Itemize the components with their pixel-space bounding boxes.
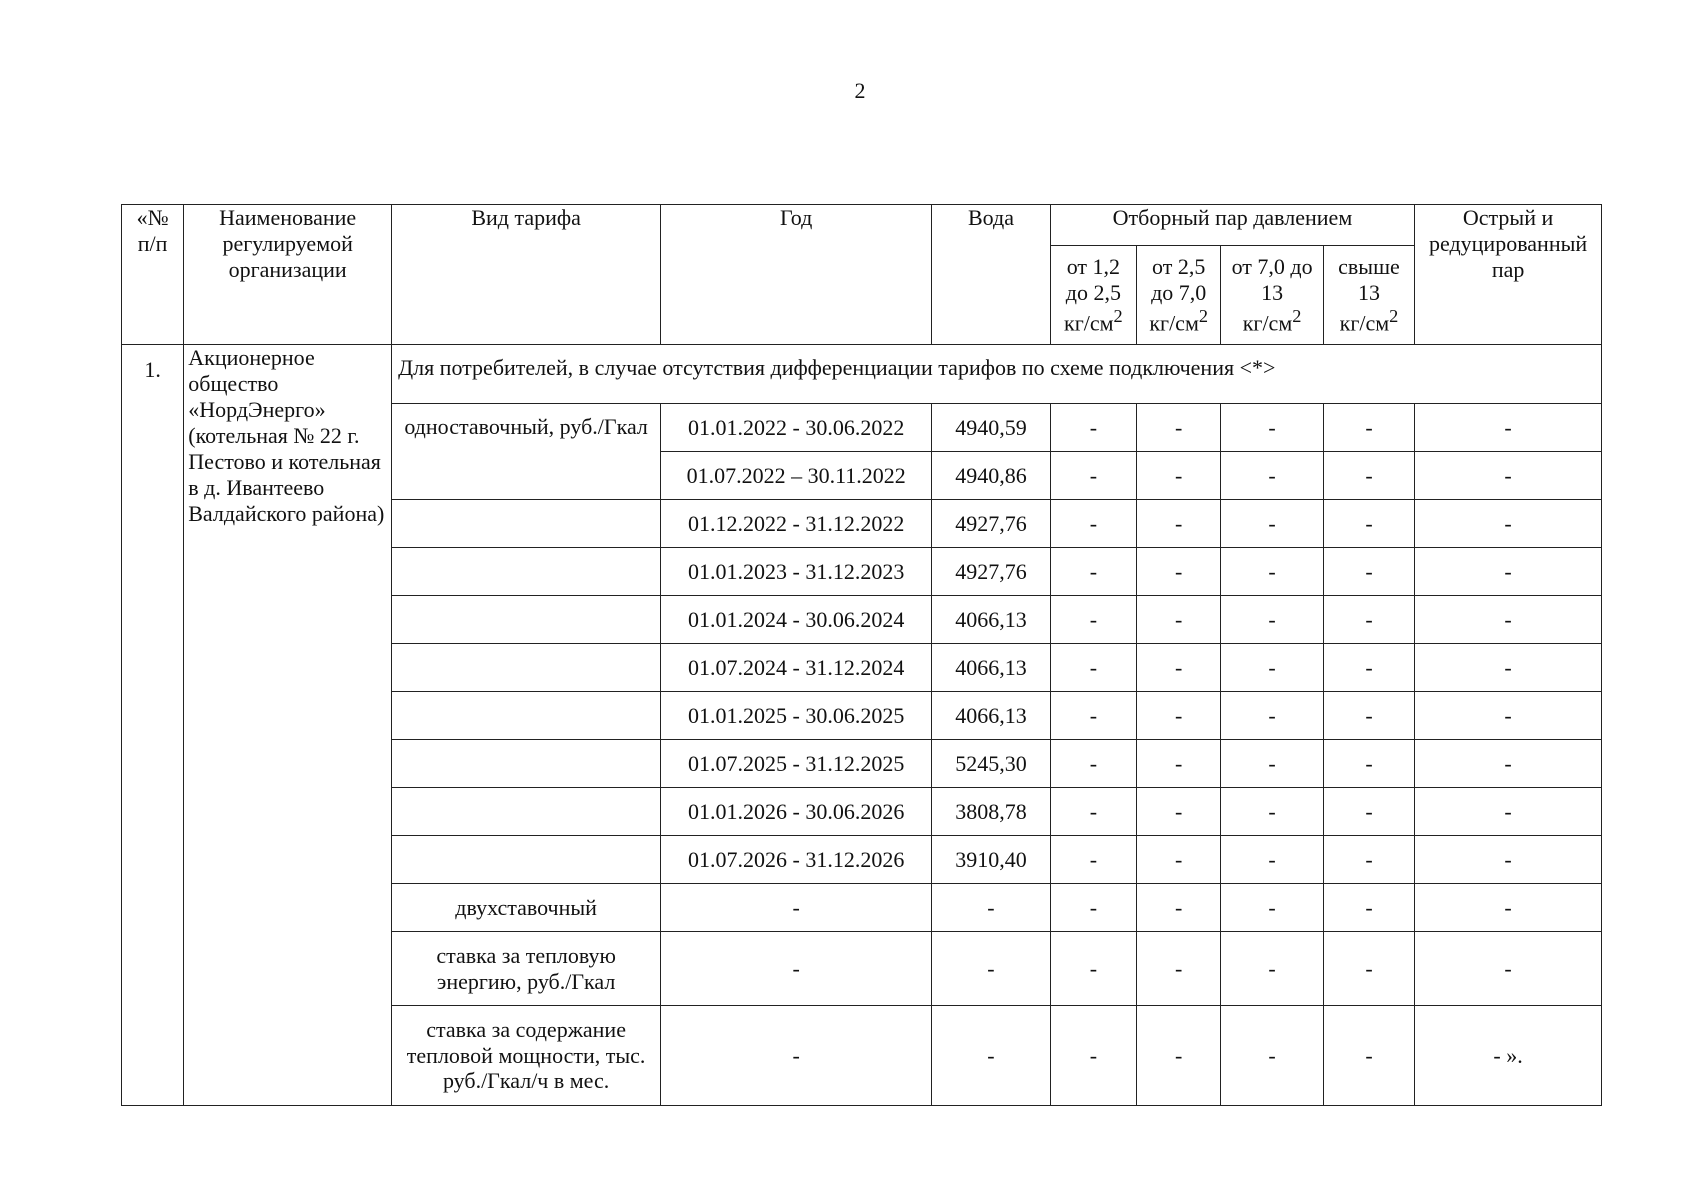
- dash-cell: -: [1050, 740, 1136, 788]
- header-sharp-steam: Острый и редуцированный пар: [1415, 205, 1602, 345]
- dash-cell: -: [1050, 500, 1136, 548]
- water-value: 3910,40: [932, 836, 1050, 884]
- dash-cell: -: [1221, 548, 1323, 596]
- page-number: 2: [854, 78, 866, 103]
- period-cell: 01.01.2023 - 31.12.2023: [661, 548, 932, 596]
- empty-tariff-cell: [392, 500, 661, 548]
- dash-cell: -: [1415, 644, 1602, 692]
- dash-cell: -: [1137, 500, 1221, 548]
- empty-tariff-cell: [392, 692, 661, 740]
- water-value: 4066,13: [932, 692, 1050, 740]
- dash-cell: -: [1323, 452, 1414, 500]
- closing-mark: - ».: [1415, 1006, 1602, 1106]
- dash-cell: -: [1323, 1006, 1414, 1106]
- dash-cell: -: [1137, 692, 1221, 740]
- dash-cell: -: [1137, 884, 1221, 932]
- dash-cell: -: [1221, 740, 1323, 788]
- dash-cell: -: [1323, 740, 1414, 788]
- tariff-type-label: ставка за содержание тепловой мощности, тыс. руб./Гкал/ч в мес.: [392, 1006, 661, 1106]
- dash-cell: -: [1415, 836, 1602, 884]
- empty-tariff-cell: [392, 548, 661, 596]
- water-value: 5245,30: [932, 740, 1050, 788]
- dash-cell: -: [1415, 500, 1602, 548]
- dash-cell: -: [1323, 404, 1414, 452]
- dash-cell: -: [1323, 500, 1414, 548]
- single-rate-label: одноставочный, руб./Гкал: [392, 404, 661, 500]
- header-steam-group: Отборный пар давлением: [1050, 205, 1414, 246]
- dash-cell: -: [1050, 452, 1136, 500]
- header-row-1: [122, 205, 1602, 246]
- empty-tariff-cell: [392, 788, 661, 836]
- dash-cell: -: [1415, 452, 1602, 500]
- header-steam-1: от 1,2 до 2,5 $кг/см^2$: [1050, 246, 1136, 345]
- dash-cell: -: [1415, 884, 1602, 932]
- dash-cell: -: [1137, 548, 1221, 596]
- empty-tariff-cell: [392, 836, 661, 884]
- dash-cell: -: [1050, 836, 1136, 884]
- header-year: Год: [661, 205, 932, 345]
- header-num: «№ п/п: [122, 205, 184, 345]
- header-tariff-type: Вид тарифа: [392, 205, 661, 345]
- period-cell: 01.12.2022 - 31.12.2022: [661, 500, 932, 548]
- dash-cell: -: [1137, 836, 1221, 884]
- dash-cell: -: [661, 932, 932, 1006]
- water-value: 4927,76: [932, 500, 1050, 548]
- dash-cell: -: [1137, 596, 1221, 644]
- empty-tariff-cell: [392, 740, 661, 788]
- dash-cell: -: [1050, 404, 1136, 452]
- dash-cell: -: [1221, 452, 1323, 500]
- dash-cell: -: [1050, 788, 1136, 836]
- dash-cell: -: [1323, 884, 1414, 932]
- header-org: Наименование регулируемой организации: [184, 205, 392, 345]
- period-cell: 01.01.2022 - 30.06.2022: [661, 404, 932, 452]
- dash-cell: -: [1050, 644, 1136, 692]
- dash-cell: -: [1323, 548, 1414, 596]
- tariff-type-label: ставка за тепловую энергию, руб./Гкал: [392, 932, 661, 1006]
- empty-tariff-cell: [392, 644, 661, 692]
- dash-cell: -: [1050, 884, 1136, 932]
- dash-cell: -: [1137, 740, 1221, 788]
- header-steam-2: от 2,5 до 7,0 $кг/см^2$: [1137, 246, 1221, 345]
- header-steam-3: от 7,0 до 13 $кг/см^2$: [1221, 246, 1323, 345]
- dash-cell: -: [1137, 1006, 1221, 1106]
- period-cell: 01.07.2026 - 31.12.2026: [661, 836, 932, 884]
- dash-cell: -: [1221, 1006, 1323, 1106]
- note-row: [122, 345, 1602, 404]
- empty-tariff-cell: [392, 596, 661, 644]
- dash-cell: -: [932, 1006, 1050, 1106]
- dash-cell: -: [1221, 404, 1323, 452]
- dash-cell: -: [1221, 692, 1323, 740]
- dash-cell: -: [1323, 836, 1414, 884]
- dash-cell: -: [1415, 404, 1602, 452]
- dash-cell: -: [1137, 932, 1221, 1006]
- period-cell: 01.07.2025 - 31.12.2025: [661, 740, 932, 788]
- dash-cell: -: [1221, 500, 1323, 548]
- header-water: Вода: [932, 205, 1050, 345]
- period-cell: 01.01.2024 - 30.06.2024: [661, 596, 932, 644]
- dash-cell: -: [1323, 932, 1414, 1006]
- dash-cell: -: [1050, 692, 1136, 740]
- tariff-table-body: [122, 345, 1602, 1106]
- period-cell: 01.07.2022 – 30.11.2022: [661, 452, 932, 500]
- water-value: 4066,13: [932, 644, 1050, 692]
- dash-cell: -: [1221, 596, 1323, 644]
- dash-cell: -: [1415, 692, 1602, 740]
- dash-cell: -: [1323, 692, 1414, 740]
- dash-cell: -: [1221, 932, 1323, 1006]
- dash-cell: -: [661, 884, 932, 932]
- dash-cell: -: [1415, 548, 1602, 596]
- dash-cell: -: [1137, 452, 1221, 500]
- dash-cell: -: [1323, 788, 1414, 836]
- dash-cell: -: [1050, 548, 1136, 596]
- organization-name: Акционерное общество «НордЭнерго» (котельная № 22 г. Пестово и котельная в д. Ивантеево Валдайского района): [184, 345, 392, 1106]
- dash-cell: -: [932, 884, 1050, 932]
- row-number: 1.: [122, 345, 184, 1106]
- water-value: 3808,78: [932, 788, 1050, 836]
- dash-cell: -: [1221, 788, 1323, 836]
- dash-cell: -: [1137, 404, 1221, 452]
- dash-cell: -: [932, 932, 1050, 1006]
- dash-cell: -: [1323, 644, 1414, 692]
- dash-cell: -: [1137, 644, 1221, 692]
- dash-cell: -: [1050, 1006, 1136, 1106]
- water-value: 4066,13: [932, 596, 1050, 644]
- dash-cell: -: [1221, 884, 1323, 932]
- period-cell: 01.01.2025 - 30.06.2025: [661, 692, 932, 740]
- dash-cell: -: [1415, 596, 1602, 644]
- water-value: 4940,59: [932, 404, 1050, 452]
- dash-cell: -: [661, 1006, 932, 1106]
- dash-cell: -: [1050, 596, 1136, 644]
- dash-cell: -: [1415, 788, 1602, 836]
- water-value: 4927,76: [932, 548, 1050, 596]
- dash-cell: -: [1323, 596, 1414, 644]
- dash-cell: -: [1221, 644, 1323, 692]
- dash-cell: -: [1050, 932, 1136, 1006]
- period-cell: 01.07.2024 - 31.12.2024: [661, 644, 932, 692]
- consumer-note: Для потребителей, в случае отсутствия дифференциации тарифов по схеме подключения <*>: [392, 345, 1602, 404]
- water-value: 4940,86: [932, 452, 1050, 500]
- dash-cell: -: [1415, 932, 1602, 1006]
- tariff-type-label: двухставочный: [392, 884, 661, 932]
- header-steam-4: свыше 13 $кг/см^2$: [1323, 246, 1414, 345]
- tariff-table: [121, 204, 1602, 1106]
- dash-cell: -: [1415, 740, 1602, 788]
- dash-cell: -: [1137, 788, 1221, 836]
- dash-cell: -: [1221, 836, 1323, 884]
- period-cell: 01.01.2026 - 30.06.2026: [661, 788, 932, 836]
